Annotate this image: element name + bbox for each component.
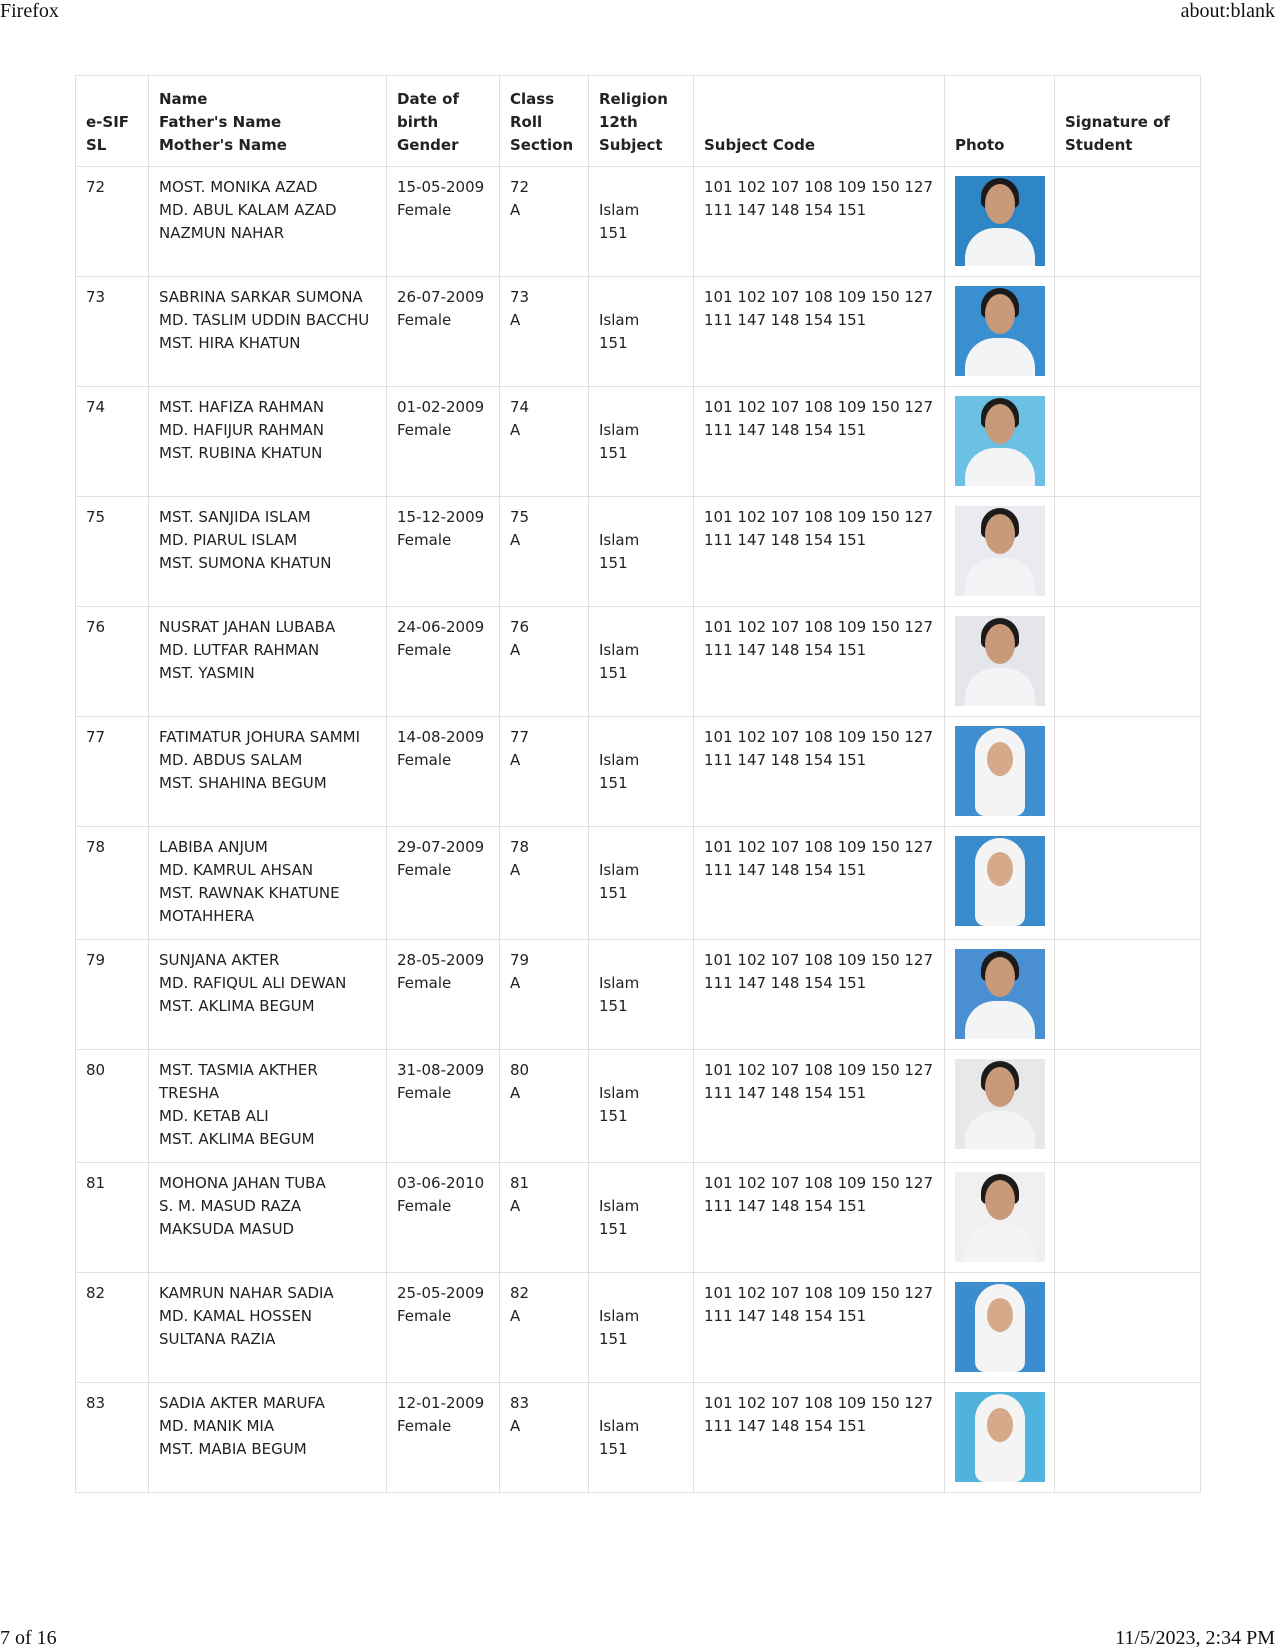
student-name: LABIBA ANJUM bbox=[159, 838, 268, 856]
subject-codes-line-1: 101 102 107 108 109 150 127 bbox=[704, 1061, 934, 1079]
cell-signature bbox=[1055, 717, 1201, 827]
page-indicator: 7 of 16 bbox=[0, 1627, 57, 1649]
religion: Islam bbox=[599, 531, 640, 549]
section: A bbox=[510, 861, 521, 879]
cell-religion bbox=[589, 940, 694, 1050]
subject-codes-line-1: 101 102 107 108 109 150 127 bbox=[704, 728, 934, 746]
mother-name: MST. HIRA KHATUN bbox=[159, 334, 301, 352]
cell-names bbox=[149, 1273, 387, 1383]
father-name: MD. ABUL KALAM AZAD bbox=[159, 201, 337, 219]
father-name: MD. PIARUL ISLAM bbox=[159, 531, 298, 549]
cell-class bbox=[500, 277, 589, 387]
cell-dob-gender bbox=[387, 607, 500, 717]
father-name: MD. MANIK MIA bbox=[159, 1417, 275, 1435]
cell-class bbox=[500, 387, 589, 497]
header-subject-code: Subject Code bbox=[694, 76, 945, 167]
religion: Islam bbox=[599, 1417, 640, 1435]
subject-codes-line-1: 101 102 107 108 109 150 127 bbox=[704, 178, 934, 196]
gender: Female bbox=[397, 1307, 452, 1325]
religion: Islam bbox=[599, 311, 640, 329]
student-photo bbox=[955, 1059, 1045, 1149]
father-name: MD. KAMAL HOSSEN bbox=[159, 1307, 313, 1325]
cell-subject-codes bbox=[694, 1163, 945, 1273]
gender: Female bbox=[397, 974, 452, 992]
cell-religion bbox=[589, 277, 694, 387]
subject-codes-line-2: 111 147 148 154 151 bbox=[704, 751, 867, 769]
date-of-birth: 14-08-2009 bbox=[397, 728, 485, 746]
date-of-birth: 25-05-2009 bbox=[397, 1284, 485, 1302]
mother-name: MST. MABIA BEGUM bbox=[159, 1440, 307, 1458]
cell-dob-gender bbox=[387, 387, 500, 497]
cell-sl: 77 bbox=[76, 717, 149, 827]
student-photo bbox=[955, 616, 1045, 706]
roll: 73 bbox=[510, 288, 530, 306]
subject-codes-line-1: 101 102 107 108 109 150 127 bbox=[704, 508, 934, 526]
cell-dob-gender bbox=[387, 1050, 500, 1163]
cell-signature bbox=[1055, 940, 1201, 1050]
gender: Female bbox=[397, 641, 452, 659]
mother-name: MST. YASMIN bbox=[159, 664, 255, 682]
cell-class bbox=[500, 717, 589, 827]
gender: Female bbox=[397, 421, 452, 439]
student-roster-table bbox=[75, 75, 1201, 1493]
mother-name: MST. RAWNAK KHATUNE MOTAHHERA bbox=[159, 884, 340, 925]
cell-photo bbox=[945, 607, 1055, 717]
subject-codes-line-2: 111 147 148 154 151 bbox=[704, 1307, 867, 1325]
subject-codes-line-1: 101 102 107 108 109 150 127 bbox=[704, 1284, 934, 1302]
roll: 76 bbox=[510, 618, 530, 636]
student-photo bbox=[955, 949, 1045, 1039]
roll: 82 bbox=[510, 1284, 530, 1302]
subject-codes-line-2: 111 147 148 154 151 bbox=[704, 641, 867, 659]
subject-12th: 151 bbox=[599, 224, 628, 242]
roll: 75 bbox=[510, 508, 530, 526]
subject-codes-line-1: 101 102 107 108 109 150 127 bbox=[704, 398, 934, 416]
religion: Islam bbox=[599, 1197, 640, 1215]
section: A bbox=[510, 201, 521, 219]
roll: 74 bbox=[510, 398, 530, 416]
subject-12th: 151 bbox=[599, 1220, 628, 1238]
subject-12th: 151 bbox=[599, 1107, 628, 1125]
student-name: MOHONA JAHAN TUBA bbox=[159, 1174, 326, 1192]
student-photo bbox=[955, 1282, 1045, 1372]
mother-name: MST. AKLIMA BEGUM bbox=[159, 1130, 315, 1148]
religion: Islam bbox=[599, 641, 640, 659]
mother-name: MST. AKLIMA BEGUM bbox=[159, 997, 315, 1015]
date-of-birth: 26-07-2009 bbox=[397, 288, 485, 306]
student-photo bbox=[955, 396, 1045, 486]
date-of-birth: 01-02-2009 bbox=[397, 398, 485, 416]
table-row bbox=[76, 1050, 1201, 1163]
header-sl: e-SIF SL bbox=[76, 76, 149, 167]
father-name: MD. ABDUS SALAM bbox=[159, 751, 303, 769]
gender: Female bbox=[397, 201, 452, 219]
cell-subject-codes bbox=[694, 717, 945, 827]
cell-subject-codes bbox=[694, 497, 945, 607]
subject-12th: 151 bbox=[599, 334, 628, 352]
date-of-birth: 31-08-2009 bbox=[397, 1061, 485, 1079]
header-signature: Signature of Student bbox=[1055, 76, 1201, 167]
student-photo bbox=[955, 726, 1045, 816]
page-url: about:blank bbox=[1180, 0, 1275, 22]
cell-names bbox=[149, 277, 387, 387]
subject-codes-line-1: 101 102 107 108 109 150 127 bbox=[704, 838, 934, 856]
header-dob: Date of birth Gender bbox=[387, 76, 500, 167]
table-row bbox=[76, 717, 1201, 827]
section: A bbox=[510, 1307, 521, 1325]
cell-religion bbox=[589, 167, 694, 277]
date-of-birth: 29-07-2009 bbox=[397, 838, 485, 856]
cell-subject-codes bbox=[694, 1273, 945, 1383]
cell-photo bbox=[945, 387, 1055, 497]
cell-signature bbox=[1055, 1163, 1201, 1273]
section: A bbox=[510, 311, 521, 329]
cell-names bbox=[149, 1163, 387, 1273]
table-row bbox=[76, 387, 1201, 497]
religion: Islam bbox=[599, 1084, 640, 1102]
cell-religion bbox=[589, 1383, 694, 1493]
cell-dob-gender bbox=[387, 1163, 500, 1273]
subject-codes-line-2: 111 147 148 154 151 bbox=[704, 1084, 867, 1102]
section: A bbox=[510, 641, 521, 659]
cell-class bbox=[500, 940, 589, 1050]
table-row bbox=[76, 277, 1201, 387]
cell-sl: 76 bbox=[76, 607, 149, 717]
mother-name: MAKSUDA MASUD bbox=[159, 1220, 295, 1238]
date-of-birth: 15-05-2009 bbox=[397, 178, 485, 196]
cell-photo bbox=[945, 1383, 1055, 1493]
cell-dob-gender bbox=[387, 1383, 500, 1493]
cell-religion bbox=[589, 827, 694, 940]
subject-codes-line-2: 111 147 148 154 151 bbox=[704, 311, 867, 329]
subject-codes-line-2: 111 147 148 154 151 bbox=[704, 201, 867, 219]
cell-sl: 79 bbox=[76, 940, 149, 1050]
table-row bbox=[76, 1163, 1201, 1273]
cell-religion bbox=[589, 1050, 694, 1163]
table-row bbox=[76, 1273, 1201, 1383]
section: A bbox=[510, 1417, 521, 1435]
student-name: MST. SANJIDA ISLAM bbox=[159, 508, 311, 526]
subject-codes-line-1: 101 102 107 108 109 150 127 bbox=[704, 1174, 934, 1192]
student-photo bbox=[955, 176, 1045, 266]
section: A bbox=[510, 531, 521, 549]
religion: Islam bbox=[599, 861, 640, 879]
cell-photo bbox=[945, 1050, 1055, 1163]
subject-12th: 151 bbox=[599, 1330, 628, 1348]
cell-dob-gender bbox=[387, 1273, 500, 1383]
subject-codes-line-2: 111 147 148 154 151 bbox=[704, 1197, 867, 1215]
subject-12th: 151 bbox=[599, 997, 628, 1015]
subject-12th: 151 bbox=[599, 884, 628, 902]
cell-dob-gender bbox=[387, 940, 500, 1050]
father-name: MD. HAFIJUR RAHMAN bbox=[159, 421, 324, 439]
cell-names bbox=[149, 387, 387, 497]
cell-subject-codes bbox=[694, 607, 945, 717]
cell-photo bbox=[945, 940, 1055, 1050]
browser-app-name: Firefox bbox=[0, 0, 59, 22]
father-name: MD. LUTFAR RAHMAN bbox=[159, 641, 320, 659]
cell-class bbox=[500, 1163, 589, 1273]
cell-sl: 73 bbox=[76, 277, 149, 387]
cell-subject-codes bbox=[694, 277, 945, 387]
father-name: S. M. MASUD RAZA bbox=[159, 1197, 302, 1215]
date-of-birth: 24-06-2009 bbox=[397, 618, 485, 636]
student-photo bbox=[955, 1172, 1045, 1262]
cell-names bbox=[149, 717, 387, 827]
cell-signature bbox=[1055, 607, 1201, 717]
father-name: MD. KAMRUL AHSAN bbox=[159, 861, 314, 879]
section: A bbox=[510, 1197, 521, 1215]
table-row bbox=[76, 497, 1201, 607]
cell-class bbox=[500, 607, 589, 717]
cell-subject-codes bbox=[694, 827, 945, 940]
father-name: MD. TASLIM UDDIN BACCHU bbox=[159, 311, 370, 329]
cell-class bbox=[500, 497, 589, 607]
table-body bbox=[76, 167, 1201, 1493]
cell-sl: 72 bbox=[76, 167, 149, 277]
roll: 83 bbox=[510, 1394, 530, 1412]
mother-name: NAZMUN NAHAR bbox=[159, 224, 285, 242]
cell-subject-codes bbox=[694, 940, 945, 1050]
cell-sl: 74 bbox=[76, 387, 149, 497]
cell-photo bbox=[945, 277, 1055, 387]
table-row bbox=[76, 167, 1201, 277]
cell-photo bbox=[945, 497, 1055, 607]
father-name: MD. KETAB ALI bbox=[159, 1107, 269, 1125]
religion: Islam bbox=[599, 201, 640, 219]
cell-subject-codes bbox=[694, 387, 945, 497]
father-name: MD. RAFIQUL ALI DEWAN bbox=[159, 974, 347, 992]
roll: 78 bbox=[510, 838, 530, 856]
cell-sl: 82 bbox=[76, 1273, 149, 1383]
subject-codes-line-1: 101 102 107 108 109 150 127 bbox=[704, 618, 934, 636]
date-of-birth: 15-12-2009 bbox=[397, 508, 485, 526]
mother-name: MST. RUBINA KHATUN bbox=[159, 444, 323, 462]
table-row bbox=[76, 1383, 1201, 1493]
cell-class bbox=[500, 167, 589, 277]
cell-dob-gender bbox=[387, 827, 500, 940]
header-class: Class Roll Section bbox=[500, 76, 589, 167]
student-name: MOST. MONIKA AZAD bbox=[159, 178, 318, 196]
student-name: FATIMATUR JOHURA SAMMI bbox=[159, 728, 361, 746]
subject-codes-line-2: 111 147 148 154 151 bbox=[704, 421, 867, 439]
roll: 77 bbox=[510, 728, 530, 746]
religion: Islam bbox=[599, 421, 640, 439]
cell-religion bbox=[589, 497, 694, 607]
gender: Female bbox=[397, 1417, 452, 1435]
student-name: SADIA AKTER MARUFA bbox=[159, 1394, 325, 1412]
subject-12th: 151 bbox=[599, 774, 628, 792]
header-religion: Religion 12th Subject bbox=[589, 76, 694, 167]
subject-codes-line-2: 111 147 148 154 151 bbox=[704, 531, 867, 549]
cell-dob-gender bbox=[387, 717, 500, 827]
cell-class bbox=[500, 827, 589, 940]
cell-dob-gender bbox=[387, 497, 500, 607]
student-photo bbox=[955, 506, 1045, 596]
cell-subject-codes bbox=[694, 1383, 945, 1493]
cell-names bbox=[149, 497, 387, 607]
religion: Islam bbox=[599, 974, 640, 992]
roll: 79 bbox=[510, 951, 530, 969]
subject-12th: 151 bbox=[599, 1440, 628, 1458]
subject-12th: 151 bbox=[599, 444, 628, 462]
cell-photo bbox=[945, 1273, 1055, 1383]
student-name: KAMRUN NAHAR SADIA bbox=[159, 1284, 334, 1302]
cell-photo bbox=[945, 827, 1055, 940]
subject-12th: 151 bbox=[599, 554, 628, 572]
cell-sl: 80 bbox=[76, 1050, 149, 1163]
date-of-birth: 12-01-2009 bbox=[397, 1394, 485, 1412]
cell-religion bbox=[589, 1163, 694, 1273]
roll: 81 bbox=[510, 1174, 530, 1192]
cell-class bbox=[500, 1050, 589, 1163]
subject-codes-line-1: 101 102 107 108 109 150 127 bbox=[704, 951, 934, 969]
cell-names bbox=[149, 167, 387, 277]
cell-signature bbox=[1055, 277, 1201, 387]
cell-photo bbox=[945, 167, 1055, 277]
cell-sl: 83 bbox=[76, 1383, 149, 1493]
gender: Female bbox=[397, 861, 452, 879]
section: A bbox=[510, 1084, 521, 1102]
cell-subject-codes bbox=[694, 1050, 945, 1163]
cell-signature bbox=[1055, 1383, 1201, 1493]
cell-signature bbox=[1055, 1050, 1201, 1163]
roll: 80 bbox=[510, 1061, 530, 1079]
print-timestamp: 11/5/2023, 2:34 PM bbox=[1115, 1627, 1275, 1649]
cell-signature bbox=[1055, 497, 1201, 607]
header-photo: Photo bbox=[945, 76, 1055, 167]
table-header-row bbox=[76, 76, 1201, 167]
gender: Female bbox=[397, 1084, 452, 1102]
religion: Islam bbox=[599, 1307, 640, 1325]
student-name: SUNJANA AKTER bbox=[159, 951, 280, 969]
cell-sl: 81 bbox=[76, 1163, 149, 1273]
student-name: NUSRAT JAHAN LUBABA bbox=[159, 618, 336, 636]
gender: Female bbox=[397, 311, 452, 329]
student-name: MST. TASMIA AKTHER TRESHA bbox=[159, 1061, 318, 1102]
subject-12th: 151 bbox=[599, 664, 628, 682]
cell-signature bbox=[1055, 1273, 1201, 1383]
table-row bbox=[76, 827, 1201, 940]
roll: 72 bbox=[510, 178, 530, 196]
student-photo bbox=[955, 1392, 1045, 1482]
cell-photo bbox=[945, 1163, 1055, 1273]
cell-signature bbox=[1055, 827, 1201, 940]
section: A bbox=[510, 751, 521, 769]
cell-subject-codes bbox=[694, 167, 945, 277]
subject-codes-line-2: 111 147 148 154 151 bbox=[704, 1417, 867, 1435]
cell-religion bbox=[589, 1273, 694, 1383]
date-of-birth: 28-05-2009 bbox=[397, 951, 485, 969]
cell-sl: 78 bbox=[76, 827, 149, 940]
mother-name: MST. SUMONA KHATUN bbox=[159, 554, 332, 572]
cell-religion bbox=[589, 717, 694, 827]
subject-codes-line-1: 101 102 107 108 109 150 127 bbox=[704, 288, 934, 306]
cell-dob-gender bbox=[387, 167, 500, 277]
cell-sl: 75 bbox=[76, 497, 149, 607]
student-name: SABRINA SARKAR SUMONA bbox=[159, 288, 363, 306]
cell-names bbox=[149, 827, 387, 940]
cell-religion bbox=[589, 607, 694, 717]
header-name: Name Father's Name Mother's Name bbox=[149, 76, 387, 167]
cell-signature bbox=[1055, 387, 1201, 497]
cell-class bbox=[500, 1273, 589, 1383]
subject-codes-line-2: 111 147 148 154 151 bbox=[704, 974, 867, 992]
cell-names bbox=[149, 1383, 387, 1493]
section: A bbox=[510, 421, 521, 439]
mother-name: MST. SHAHINA BEGUM bbox=[159, 774, 327, 792]
cell-signature bbox=[1055, 167, 1201, 277]
cell-class bbox=[500, 1383, 589, 1493]
gender: Female bbox=[397, 1197, 452, 1215]
gender: Female bbox=[397, 531, 452, 549]
cell-names bbox=[149, 940, 387, 1050]
cell-photo bbox=[945, 717, 1055, 827]
cell-dob-gender bbox=[387, 277, 500, 387]
cell-religion bbox=[589, 387, 694, 497]
religion: Islam bbox=[599, 751, 640, 769]
table-row bbox=[76, 607, 1201, 717]
subject-codes-line-2: 111 147 148 154 151 bbox=[704, 861, 867, 879]
cell-names bbox=[149, 607, 387, 717]
subject-codes-line-1: 101 102 107 108 109 150 127 bbox=[704, 1394, 934, 1412]
table-row bbox=[76, 940, 1201, 1050]
student-name: MST. HAFIZA RAHMAN bbox=[159, 398, 325, 416]
section: A bbox=[510, 974, 521, 992]
gender: Female bbox=[397, 751, 452, 769]
mother-name: SULTANA RAZIA bbox=[159, 1330, 276, 1348]
student-photo bbox=[955, 286, 1045, 376]
date-of-birth: 03-06-2010 bbox=[397, 1174, 485, 1192]
student-photo bbox=[955, 836, 1045, 926]
cell-names bbox=[149, 1050, 387, 1163]
